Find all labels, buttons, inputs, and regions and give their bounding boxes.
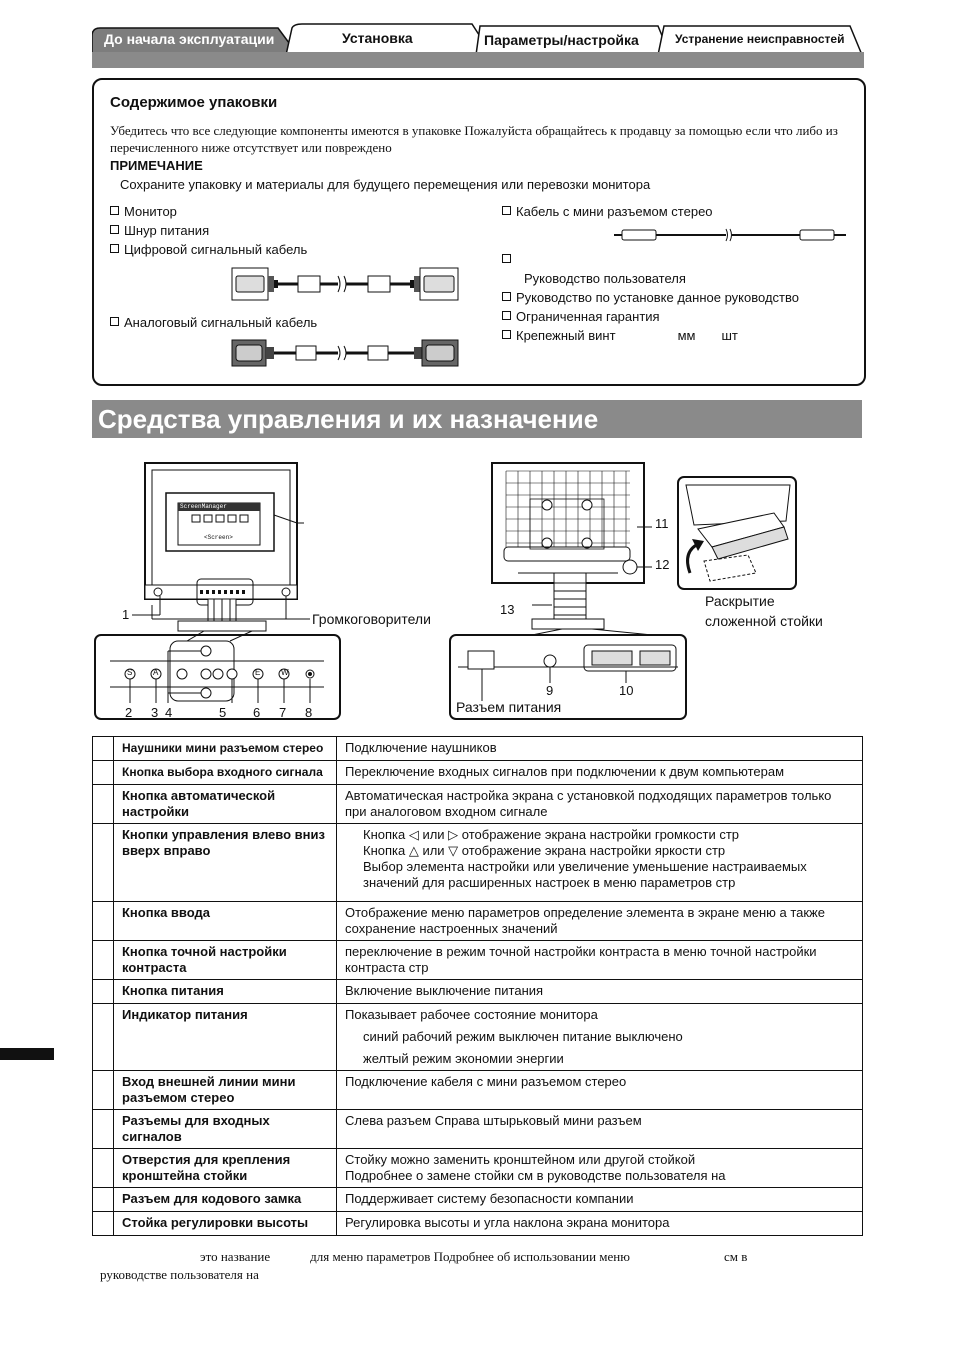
table-row [93, 737, 863, 761]
checkbox-icon [502, 254, 511, 263]
tab-before-use[interactable]: До начала эксплуатации [104, 31, 275, 47]
desc-line: желтый режим экономии энергии [363, 1051, 564, 1066]
table-row [93, 824, 863, 902]
callout-9: 9 [546, 683, 554, 698]
callout-3: 3 [151, 705, 159, 720]
item-setup-guide: Руководство по установке данное руководство [502, 290, 799, 305]
footnote: это название для меню параметров Подробнее об использовании меню см в руководстве пользователя на [100, 1249, 748, 1282]
control-desc-cell [337, 902, 863, 941]
callout-11: 11 [655, 516, 669, 531]
row-number-cell [93, 761, 114, 785]
desc-line: Включение выключение питания [345, 983, 544, 998]
control-desc-cell [337, 1110, 863, 1149]
table-row [93, 1110, 863, 1149]
stereo-cable-icon [614, 224, 850, 246]
item-user-manual: Руководство пользователя [524, 271, 686, 286]
callout-1: 1 [122, 607, 130, 622]
checkbox-icon [110, 206, 119, 215]
control-name-cell: Стойка регулировки высоты [114, 1212, 337, 1236]
button-w-letter: W [281, 668, 289, 677]
callout-8: 8 [305, 705, 313, 720]
checkbox-icon [502, 311, 511, 320]
row-number-cell [93, 1149, 114, 1188]
row-number-cell [93, 785, 114, 824]
control-name-cell: Кнопка ввода [114, 902, 337, 941]
control-desc-cell [337, 980, 863, 1004]
desc-line: Кнопка △ или ▽ отображение экрана настройки яркости стр [363, 843, 726, 858]
checkbox-icon [110, 317, 119, 326]
note-text: Сохраните упаковку и материалы для будущего перемещения или перевозки монитора [120, 177, 651, 192]
desc-line: Поддерживает систему безопасности компании [345, 1191, 634, 1206]
power-connector-label: Разъем питания [456, 699, 562, 715]
checkbox-icon [502, 330, 511, 339]
button-a-letter: A [153, 668, 159, 677]
desc-line: Подключение кабеля с мини разъемом стерео [345, 1074, 627, 1089]
row-number-cell [93, 980, 114, 1004]
button-s-letter: S [127, 668, 133, 677]
table-row [93, 1071, 863, 1110]
row-number-cell [93, 902, 114, 941]
control-desc-cell [337, 1149, 863, 1188]
control-desc-cell [337, 761, 863, 785]
row-number-cell [93, 1188, 114, 1212]
control-name-cell: Кнопка питания [114, 980, 337, 1004]
callout-13: 13 [500, 602, 515, 617]
tab-troubleshooting[interactable]: Устранение неисправностей [675, 32, 845, 46]
callout-10: 10 [619, 683, 634, 698]
side-marker [0, 1048, 54, 1060]
table-row [93, 761, 863, 785]
control-desc-cell [337, 1004, 863, 1071]
controls-table [92, 736, 863, 1236]
desc-line: Подробнее о замене стойки см в руководстве пользователя на [345, 1168, 726, 1183]
callout-12: 12 [655, 557, 670, 572]
item-analog-cable: Аналоговый сигнальный кабель [110, 315, 317, 330]
row-number-cell [93, 737, 114, 761]
desc-line: Показывает рабочее состояние монитора [345, 1007, 598, 1022]
desc-line: Автоматическая настройка экрана с установкой подходящих параметров только при аналоговом входном сигнале [345, 788, 832, 819]
speakers-label: Громкоговорители [312, 611, 431, 627]
table-row [93, 1188, 863, 1212]
package-title: Содержимое упаковки [110, 94, 278, 111]
table-row [93, 1212, 863, 1236]
item-stereo-cable: Кабель с мини разъемом стерео [502, 204, 713, 219]
controls-diagram [92, 455, 862, 725]
checkbox-icon [502, 206, 511, 215]
desc-line: переключение в режим точной настройки контраста в меню точной настройки контраста стр [345, 944, 817, 975]
table-row [93, 980, 863, 1004]
stand-open-label-2: сложенной стойки [705, 613, 823, 629]
control-name-cell: Наушники мини разъемом стерео [114, 737, 337, 761]
control-desc-cell [337, 1188, 863, 1212]
desc-line: Выбор элемента настройки или увеличение уменьшение настраиваемых значений для расширенных настроек в меню параметров стр [363, 859, 807, 890]
tab-settings[interactable]: Параметры/настройка [484, 32, 639, 48]
callout-7: 7 [279, 705, 287, 720]
desc-line: Отображение меню параметров определение элемента в экране меню а также сохранение настроенных значений [345, 905, 825, 936]
control-desc-cell [337, 1071, 863, 1110]
desc-line: Стойку можно заменить кронштейном или другой стойкой [345, 1152, 696, 1167]
control-desc-cell [337, 785, 863, 824]
note-title: ПРИМЕЧАНИЕ [110, 158, 203, 173]
analog-cable-icon [230, 336, 462, 370]
desc-line: синий рабочий режим выключен питание выключено [363, 1029, 683, 1044]
stand-open-label-1: Раскрытие [705, 593, 775, 609]
checkbox-icon [110, 244, 119, 253]
callout-5: 5 [219, 705, 227, 720]
desc-line: Переключение входных сигналов при подключении к двум компьютерам [345, 764, 785, 779]
control-name-cell: Отверстия для крепления кронштейна стойки [114, 1149, 337, 1188]
callout-2: 2 [125, 705, 133, 720]
header-bar [92, 52, 864, 68]
table-row [93, 785, 863, 824]
osd-title: ScreenManager [180, 503, 227, 510]
desc-line: Слева разъем Справа штырьковый мини разъем [345, 1113, 642, 1128]
control-name-cell: Кнопка точной настройки контраста [114, 941, 337, 980]
tab-installation[interactable]: Установка [342, 30, 413, 46]
button-e-letter: E [255, 668, 261, 677]
monitor-diagram-drawing [92, 455, 862, 725]
item-digital-cable: Цифровой сигнальный кабель [110, 242, 307, 257]
row-number-cell [93, 1004, 114, 1071]
item-warranty: Ограниченная гарантия [502, 309, 660, 324]
control-name-cell: Кнопки управления влево вниз вверх вправо [114, 824, 337, 902]
control-name-cell: Кнопка автоматической настройки [114, 785, 337, 824]
control-desc-cell [337, 941, 863, 980]
table-row [93, 941, 863, 980]
item-power-cord: Шнур питания [110, 223, 209, 238]
control-name-cell: Индикатор питания [114, 1004, 337, 1071]
control-name-cell: Кнопка выбора входного сигнала [114, 761, 337, 785]
package-intro: Убедитесь что все следующие компоненты имеются в упаковке Пожалуйста обращайтесь к продавцу за помощью если что либо из перечисленного ниже отсутствует или повреждено [110, 123, 838, 155]
control-desc-cell [337, 737, 863, 761]
item-monitor: Монитор [110, 204, 177, 219]
checkbox-icon [502, 292, 511, 301]
control-desc-cell [337, 1212, 863, 1236]
table-row [93, 1149, 863, 1188]
row-number-cell [93, 1110, 114, 1149]
table-row [93, 1004, 863, 1071]
callout-4: 4 [165, 705, 173, 720]
row-number-cell [93, 1212, 114, 1236]
row-number-cell [93, 1071, 114, 1110]
checkbox-icon [110, 225, 119, 234]
control-desc-cell [337, 824, 863, 902]
control-name-cell: Разъемы для входных сигналов [114, 1110, 337, 1149]
control-name-cell: Вход внешней линии мини разъемом стерео [114, 1071, 337, 1110]
digital-cable-icon [230, 264, 462, 304]
section-tabs [92, 22, 864, 56]
callout-6: 6 [253, 705, 261, 720]
controls-section-title: Средства управления и их назначение [92, 400, 862, 438]
osd-sub: <Screen> [204, 534, 233, 541]
desc-line: Регулировка высоты и угла наклона экрана монитора [345, 1215, 670, 1230]
item-screw: Крепежный винт мм шт [502, 328, 738, 343]
table-row [93, 902, 863, 941]
desc-line: Подключение наушников [345, 740, 497, 755]
row-number-cell [93, 824, 114, 902]
control-name-cell: Разъем для кодового замка [114, 1188, 337, 1212]
desc-line: Кнопка ◁ или ▷ отображение экрана настройки громкости стр [363, 827, 740, 842]
item-cdrom [502, 252, 516, 267]
package-contents-box [92, 78, 866, 386]
row-number-cell [93, 941, 114, 980]
